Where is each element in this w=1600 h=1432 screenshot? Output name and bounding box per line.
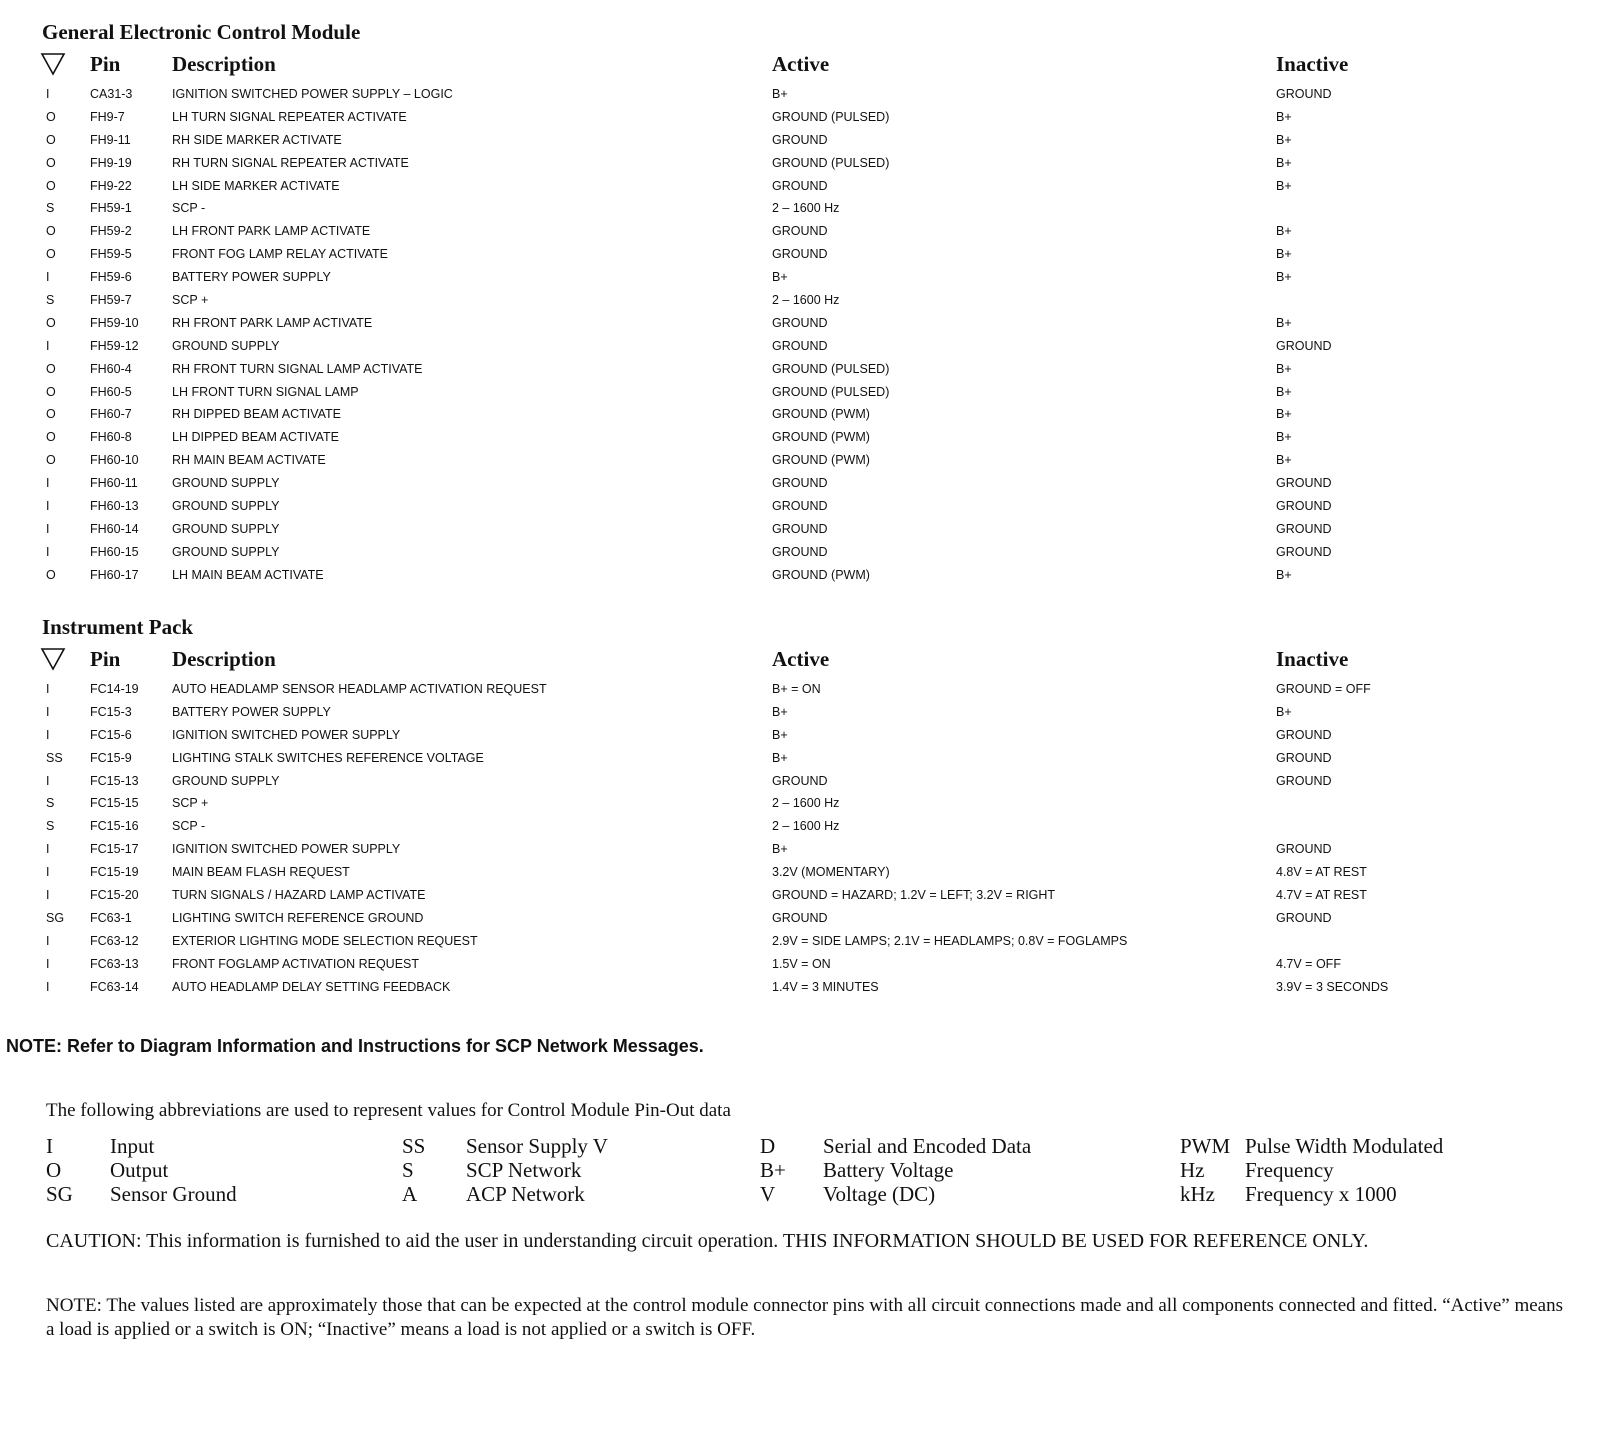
- active-cell: GROUND: [772, 178, 828, 193]
- pin-cell: FH9-11: [90, 132, 131, 147]
- inactive-cell: GROUND: [1276, 910, 1332, 925]
- pin-cell: FC15-3: [90, 704, 132, 719]
- active-cell: GROUND: [772, 315, 828, 330]
- table-row: [0, 747, 1600, 770]
- column-header-description: Description: [172, 52, 276, 76]
- pin-cell: FC15-15: [90, 796, 139, 811]
- inactive-cell: B+: [1276, 430, 1292, 445]
- active-cell: GROUND (PWM): [772, 430, 870, 445]
- inactive-cell: GROUND = OFF: [1276, 682, 1371, 696]
- inactive-cell: B+: [1276, 315, 1292, 330]
- pin-cell: FH60-15: [90, 544, 139, 559]
- abbr-meaning: Sensor Supply V: [466, 1134, 608, 1158]
- direction-cell: S: [46, 201, 55, 216]
- description-cell: AUTO HEADLAMP SENSOR HEADLAMP ACTIVATION REQUEST: [172, 682, 547, 696]
- description-cell: LH FRONT PARK LAMP ACTIVATE: [172, 224, 371, 239]
- pin-cell: FH60-4: [90, 361, 132, 376]
- active-cell: B+: [772, 727, 788, 742]
- table-row: [0, 541, 1600, 564]
- section-title-instrument-pack: Instrument Pack: [42, 615, 194, 639]
- direction-cell: O: [46, 384, 56, 399]
- description-cell: IGNITION SWITCHED POWER SUPPLY – LOGIC: [172, 87, 453, 101]
- pin-cell: FH59-7: [90, 293, 132, 308]
- pin-cell: FH60-5: [90, 384, 132, 399]
- triangle-down-icon: [40, 647, 66, 671]
- table-row: [0, 495, 1600, 518]
- pin-cell: FH59-1: [90, 201, 132, 216]
- inactive-cell: B+: [1276, 407, 1292, 422]
- table-row: [0, 152, 1600, 175]
- column-header-inactive: Inactive: [1276, 647, 1349, 671]
- direction-cell: I: [46, 682, 50, 696]
- table-row: [0, 106, 1600, 129]
- abbr-meaning: Battery Voltage: [823, 1158, 954, 1182]
- active-cell: GROUND (PULSED): [772, 384, 890, 399]
- pin-cell: FC15-13: [90, 773, 139, 788]
- active-cell: GROUND: [772, 338, 828, 353]
- table-row: [0, 220, 1600, 243]
- triangle-down-icon: [40, 52, 66, 76]
- table-row: [0, 426, 1600, 449]
- inactive-cell: B+: [1276, 704, 1292, 719]
- abbr-meaning: Serial and Encoded Data: [823, 1134, 1032, 1158]
- active-cell: B+: [772, 750, 788, 765]
- scp-note: NOTE: Refer to Diagram Information and Instructions for SCP Network Messages.: [6, 1036, 704, 1056]
- description-cell: RH SIDE MARKER ACTIVATE: [172, 132, 342, 147]
- table-row: [0, 197, 1600, 220]
- active-cell: 2.9V = SIDE LAMPS; 2.1V = HEADLAMPS; 0.8V = FOGLAMPS: [772, 933, 1128, 948]
- active-cell: 2 – 1600 Hz: [772, 293, 840, 308]
- direction-cell: O: [46, 315, 56, 330]
- table-row: [0, 838, 1600, 861]
- table-row: [0, 312, 1600, 335]
- description-cell: RH MAIN BEAM ACTIVATE: [172, 453, 326, 468]
- inactive-cell: GROUND: [1276, 842, 1332, 857]
- active-cell: GROUND (PWM): [772, 407, 870, 422]
- pin-cell: FH60-10: [90, 453, 139, 468]
- direction-cell: I: [46, 956, 50, 971]
- pin-cell: FH9-19: [90, 155, 132, 170]
- pin-cell: FC63-14: [90, 979, 139, 994]
- active-cell: B+: [772, 87, 788, 101]
- active-cell: GROUND: [772, 132, 828, 147]
- pin-cell: FH59-2: [90, 224, 132, 239]
- table-row: [0, 358, 1600, 381]
- description-cell: LH SIDE MARKER ACTIVATE: [172, 178, 340, 193]
- description-cell: GROUND SUPPLY: [172, 544, 280, 559]
- table-row: [0, 564, 1600, 587]
- table-row: [0, 701, 1600, 724]
- values-note: NOTE: The values listed are approximately those that can be expected at the control module connector pins with all circuit connections made and all components connected and fitted. “Active” means a load is applied or a switch is ON; “Inactive” means a load is not applied or a switch is OFF.: [46, 1295, 1564, 1340]
- description-cell: GROUND SUPPLY: [172, 499, 280, 514]
- inactive-cell: 4.7V = AT REST: [1276, 888, 1367, 903]
- direction-cell: O: [46, 430, 56, 445]
- active-cell: B+: [772, 842, 788, 857]
- active-cell: 1.4V = 3 MINUTES: [772, 979, 879, 994]
- pin-cell: FH60-14: [90, 521, 139, 536]
- table-row: [0, 381, 1600, 404]
- table-row: [0, 884, 1600, 907]
- active-cell: GROUND (PWM): [772, 453, 870, 468]
- table-row: [0, 678, 1600, 701]
- inactive-cell: GROUND: [1276, 544, 1332, 559]
- inactive-cell: B+: [1276, 132, 1292, 147]
- direction-cell: S: [46, 293, 55, 308]
- inactive-cell: GROUND: [1276, 521, 1332, 536]
- description-cell: BATTERY POWER SUPPLY: [172, 270, 331, 285]
- description-cell: RH FRONT PARK LAMP ACTIVATE: [172, 315, 373, 330]
- column-header-inactive: Inactive: [1276, 52, 1349, 76]
- abbr-meaning: Sensor Ground: [110, 1182, 237, 1206]
- direction-cell: O: [46, 407, 56, 422]
- inactive-cell: 4.8V = AT REST: [1276, 865, 1367, 880]
- abbr-code: kHz: [1180, 1182, 1215, 1206]
- abbr-meaning: Pulse Width Modulated: [1245, 1134, 1444, 1158]
- pin-cell: FC14-19: [90, 682, 139, 696]
- pin-cell: FC15-6: [90, 727, 132, 742]
- description-cell: BATTERY POWER SUPPLY: [172, 704, 331, 719]
- table-row: [0, 953, 1600, 976]
- inactive-cell: GROUND: [1276, 727, 1332, 742]
- abbr-code: PWM: [1180, 1134, 1231, 1158]
- direction-cell: SS: [46, 750, 63, 765]
- pin-cell: FC15-20: [90, 888, 139, 903]
- column-header-pin: Pin: [90, 647, 121, 671]
- inactive-cell: GROUND: [1276, 338, 1332, 353]
- pin-cell: FC15-19: [90, 865, 139, 880]
- abbr-code: A: [402, 1182, 418, 1206]
- direction-cell: O: [46, 155, 56, 170]
- table-row: [0, 335, 1600, 358]
- abbr-code: V: [760, 1182, 776, 1206]
- table-row: [0, 83, 1600, 106]
- description-cell: RH DIPPED BEAM ACTIVATE: [172, 407, 342, 422]
- abbr-code: S: [402, 1158, 414, 1182]
- pin-cell: FH60-11: [90, 476, 138, 491]
- table-row: [0, 449, 1600, 472]
- pin-cell: FH60-8: [90, 430, 132, 445]
- abbr-code: Hz: [1180, 1158, 1205, 1182]
- abbr-meaning: Voltage (DC): [823, 1182, 936, 1206]
- pin-cell: FC15-17: [90, 842, 139, 857]
- direction-cell: O: [46, 132, 56, 147]
- description-cell: GROUND SUPPLY: [172, 476, 280, 491]
- inactive-cell: B+: [1276, 247, 1292, 262]
- abbr-code: D: [760, 1134, 776, 1158]
- pin-cell: FC63-1: [90, 910, 132, 925]
- pin-cell: FH59-10: [90, 315, 139, 330]
- direction-cell: S: [46, 796, 55, 811]
- active-cell: B+ = ON: [772, 682, 821, 696]
- inactive-cell: 3.9V = 3 SECONDS: [1276, 979, 1389, 994]
- column-header-pin: Pin: [90, 52, 121, 76]
- direction-cell: I: [46, 338, 50, 353]
- abbr-meaning: Input: [110, 1134, 155, 1158]
- pin-cell: FH9-7: [90, 109, 125, 124]
- table-body-gem: [0, 83, 1600, 587]
- abbr-code: SG: [46, 1182, 73, 1206]
- inactive-cell: B+: [1276, 270, 1292, 285]
- pin-cell: FH60-17: [90, 567, 139, 582]
- description-cell: IGNITION SWITCHED POWER SUPPLY: [172, 842, 401, 857]
- description-cell: LH MAIN BEAM ACTIVATE: [172, 567, 324, 582]
- table-header-gem: [0, 52, 1600, 78]
- table-row: [0, 243, 1600, 266]
- description-cell: LH DIPPED BEAM ACTIVATE: [172, 430, 339, 445]
- direction-cell: I: [46, 704, 50, 719]
- table-row: [0, 792, 1600, 815]
- table-row: [0, 907, 1600, 930]
- description-cell: RH FRONT TURN SIGNAL LAMP ACTIVATE: [172, 361, 423, 376]
- pin-cell: FC15-16: [90, 819, 139, 834]
- abbr-code: B+: [760, 1158, 786, 1182]
- description-cell: SCP -: [172, 819, 206, 834]
- direction-cell: I: [46, 888, 50, 903]
- direction-cell: I: [46, 773, 50, 788]
- direction-cell: O: [46, 567, 56, 582]
- active-cell: GROUND: [772, 476, 828, 491]
- inactive-cell: B+: [1276, 361, 1292, 376]
- pin-cell: CA31-3: [90, 87, 133, 101]
- pin-cell: FH59-5: [90, 247, 132, 262]
- description-cell: GROUND SUPPLY: [172, 773, 280, 788]
- column-header-description: Description: [172, 647, 276, 671]
- active-cell: 1.5V = ON: [772, 956, 831, 971]
- table-row: [0, 289, 1600, 312]
- active-cell: GROUND: [772, 910, 828, 925]
- active-cell: GROUND: [772, 247, 828, 262]
- table-row: [0, 472, 1600, 495]
- inactive-cell: GROUND: [1276, 750, 1332, 765]
- description-cell: FRONT FOG LAMP RELAY ACTIVATE: [172, 247, 389, 262]
- table-header-instrument-pack: [0, 647, 1600, 673]
- description-cell: MAIN BEAM FLASH REQUEST: [172, 865, 350, 880]
- direction-cell: I: [46, 727, 50, 742]
- table-row: [0, 266, 1600, 289]
- table-row: [0, 129, 1600, 152]
- inactive-cell: B+: [1276, 224, 1292, 239]
- abbreviations-legend: [0, 1134, 1600, 1214]
- section-title-gem: General Electronic Control Module: [42, 20, 361, 44]
- inactive-cell: B+: [1276, 384, 1292, 399]
- direction-cell: I: [46, 979, 50, 994]
- direction-cell: SG: [46, 910, 65, 925]
- direction-cell: I: [46, 476, 50, 491]
- description-cell: GROUND SUPPLY: [172, 338, 280, 353]
- inactive-cell: B+: [1276, 567, 1292, 582]
- active-cell: GROUND: [772, 224, 828, 239]
- direction-cell: O: [46, 109, 56, 124]
- abbr-meaning: SCP Network: [466, 1158, 582, 1182]
- direction-cell: I: [46, 544, 50, 559]
- direction-cell: S: [46, 819, 55, 834]
- abbreviations-intro: The following abbreviations are used to represent values for Control Module Pin-Out data: [46, 1100, 731, 1121]
- active-cell: 3.2V (MOMENTARY): [772, 865, 890, 880]
- direction-cell: I: [46, 865, 50, 880]
- table-row: [0, 930, 1600, 953]
- description-cell: FRONT FOGLAMP ACTIVATION REQUEST: [172, 956, 420, 971]
- column-header-active: Active: [772, 52, 830, 76]
- abbr-meaning: ACP Network: [466, 1182, 585, 1206]
- active-cell: GROUND (PULSED): [772, 109, 890, 124]
- direction-cell: I: [46, 499, 50, 514]
- direction-cell: O: [46, 224, 56, 239]
- active-cell: GROUND: [772, 499, 828, 514]
- active-cell: 2 – 1600 Hz: [772, 201, 840, 216]
- description-cell: SCP +: [172, 293, 209, 308]
- table-row: [0, 724, 1600, 747]
- table-row: [0, 861, 1600, 884]
- description-cell: TURN SIGNALS / HAZARD LAMP ACTIVATE: [172, 888, 426, 903]
- inactive-cell: GROUND: [1276, 499, 1332, 514]
- abbr-code: I: [46, 1134, 53, 1158]
- table-row: [0, 403, 1600, 426]
- pin-cell: FH60-7: [90, 407, 132, 422]
- active-cell: GROUND (PULSED): [772, 155, 890, 170]
- table-body-instrument-pack: [0, 678, 1600, 998]
- active-cell: GROUND: [772, 544, 828, 559]
- direction-cell: I: [46, 270, 50, 285]
- active-cell: GROUND: [772, 521, 828, 536]
- active-cell: B+: [772, 270, 788, 285]
- table-row: [0, 976, 1600, 999]
- pin-cell: FH59-6: [90, 270, 132, 285]
- active-cell: GROUND: [772, 773, 828, 788]
- direction-cell: O: [46, 178, 56, 193]
- active-cell: 2 – 1600 Hz: [772, 796, 840, 811]
- pin-cell: FC15-9: [90, 750, 132, 765]
- abbr-meaning: Frequency x 1000: [1245, 1182, 1397, 1206]
- description-cell: LIGHTING SWITCH REFERENCE GROUND: [172, 910, 424, 925]
- active-cell: 2 – 1600 Hz: [772, 819, 840, 834]
- description-cell: AUTO HEADLAMP DELAY SETTING FEEDBACK: [172, 979, 451, 994]
- description-cell: LIGHTING STALK SWITCHES REFERENCE VOLTAGE: [172, 750, 484, 765]
- active-cell: GROUND = HAZARD; 1.2V = LEFT; 3.2V = RIGHT: [772, 888, 1056, 903]
- description-cell: LH TURN SIGNAL REPEATER ACTIVATE: [172, 109, 407, 124]
- table-row: [0, 518, 1600, 541]
- description-cell: EXTERIOR LIGHTING MODE SELECTION REQUEST: [172, 933, 478, 948]
- description-cell: SCP +: [172, 796, 209, 811]
- table-row: [0, 770, 1600, 793]
- inactive-cell: B+: [1276, 453, 1292, 468]
- active-cell: B+: [772, 704, 788, 719]
- abbr-meaning: Output: [110, 1158, 169, 1182]
- direction-cell: O: [46, 361, 56, 376]
- inactive-cell: B+: [1276, 109, 1292, 124]
- direction-cell: O: [46, 247, 56, 262]
- inactive-cell: B+: [1276, 178, 1292, 193]
- pin-cell: FH59-12: [90, 338, 139, 353]
- inactive-cell: B+: [1276, 155, 1292, 170]
- table-row: [0, 175, 1600, 198]
- table-row: [0, 815, 1600, 838]
- inactive-cell: GROUND: [1276, 476, 1332, 491]
- pin-cell: FH9-22: [90, 178, 132, 193]
- pin-cell: FC63-13: [90, 956, 139, 971]
- column-header-active: Active: [772, 647, 830, 671]
- inactive-cell: GROUND: [1276, 87, 1332, 101]
- direction-cell: I: [46, 933, 50, 948]
- pin-cell: FH60-13: [90, 499, 139, 514]
- active-cell: GROUND (PWM): [772, 567, 870, 582]
- direction-cell: I: [46, 842, 50, 857]
- description-cell: LH FRONT TURN SIGNAL LAMP: [172, 384, 359, 399]
- direction-cell: I: [46, 521, 50, 536]
- direction-cell: I: [46, 87, 50, 101]
- caution-text: CAUTION: This information is furnished to aid the user in understanding circuit operation. THIS INFORMATION SHOULD BE USED FOR REFERENCE ONLY.: [46, 1230, 1369, 1252]
- active-cell: GROUND (PULSED): [772, 361, 890, 376]
- abbr-code: O: [46, 1158, 62, 1182]
- pin-cell: FC63-12: [90, 933, 139, 948]
- description-cell: GROUND SUPPLY: [172, 521, 280, 536]
- direction-cell: O: [46, 453, 56, 468]
- description-cell: RH TURN SIGNAL REPEATER ACTIVATE: [172, 155, 409, 170]
- description-cell: IGNITION SWITCHED POWER SUPPLY: [172, 727, 401, 742]
- abbr-meaning: Frequency: [1245, 1158, 1334, 1182]
- abbr-code: SS: [402, 1134, 426, 1158]
- description-cell: SCP -: [172, 201, 206, 216]
- inactive-cell: 4.7V = OFF: [1276, 956, 1341, 971]
- inactive-cell: GROUND: [1276, 773, 1332, 788]
